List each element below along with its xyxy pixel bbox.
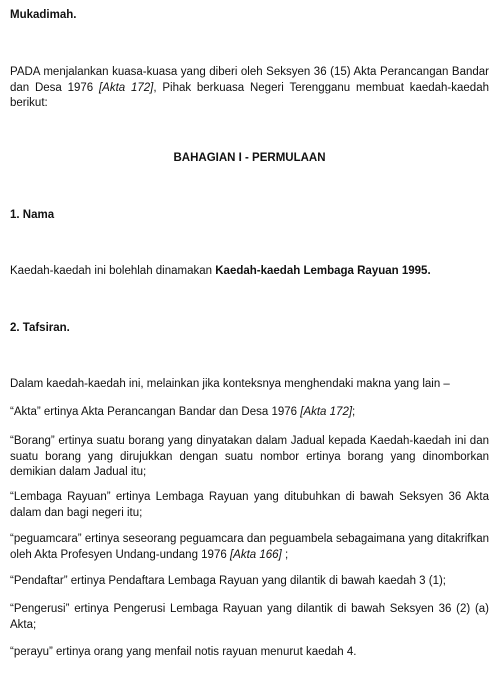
part-heading: BAHAGIAN I - PERMULAAN (173, 152, 326, 164)
document-page (10, 0, 490, 678)
section-2-heading: 2. Tafsiran. (10, 322, 70, 334)
definition-pendaftar: “Pendaftar” ertinya Pendaftara Lembaga Rayuan yang dilantik di bawah kaedah 3 (1); (10, 575, 446, 587)
preamble-heading: Mukadimah. (10, 9, 77, 21)
section-2-intro: Dalam kaedah-kaedah ini, melainkan jika konteksnya menghendaki makna yang lain – (10, 378, 450, 390)
definition-akta-end: ; (352, 406, 356, 418)
definition-akta-text: “Akta” ertinya Akta Perancangan Bandar dan Desa 1976 (10, 406, 301, 418)
definition-akta (10, 405, 489, 421)
preamble-text-end: , Pihak berkuasa Negeri Terengganu membuat kaedah-kaedah berikut: (10, 81, 489, 109)
definition-peguamcara-end: ; (281, 548, 289, 561)
preamble-paragraph (10, 65, 489, 112)
preamble-citation: [Akta 172] (98, 81, 154, 94)
definition-pengerusi: “Pengerusi” ertinya Pengerusi Lembaga Rayuan yang dilantik di bawah Seksyen 36 (2) (a) Akta; (10, 603, 489, 631)
definition-peguamcara-text: “peguamcara” ertinya seseorang peguamcara dan peguambela sebagaimana yang ditakrifkan oleh Akta Profesyen Undang-undang 1976 (10, 533, 489, 561)
definition-borang: “Borang” ertinya suatu borang yang dinyatakan dalam Jadual kepada Kaedah-kaedah ini dan suatu borang yang dirujukkan dengan suatu nombor ertinya borang yang dinomborkan demikian dalam Jadual itu; (10, 435, 489, 478)
definition-peguamcara (10, 532, 489, 563)
section-1-title: Kaedah-kaedah Lembaga Rayuan 1995. (215, 265, 431, 277)
preamble-text: PADA menjalankan kuasa-kuasa yang diberi oleh Seksyen 36 (15) Akta Perancangan Bandar dan Desa 1976 (10, 66, 489, 94)
section-1-text (10, 264, 489, 280)
definition-akta-citation: [Akta 172] (300, 406, 353, 418)
section-1-heading: 1. Nama (10, 209, 55, 221)
definition-perayu: “perayu” ertinya orang yang menfail notis rayuan menurut kaedah 4. (10, 646, 357, 658)
section-1-text-start: Kaedah-kaedah ini bolehlah dinamakan (10, 265, 216, 277)
definition-lembaga-rayuan: “Lembaga Rayuan” ertinya Lembaga Rayuan yang ditubuhkan di bawah Seksyen 36 Akta dalam dan bagi negeri itu; (10, 491, 489, 519)
definition-peguamcara-citation: [Akta 166] (229, 548, 282, 561)
